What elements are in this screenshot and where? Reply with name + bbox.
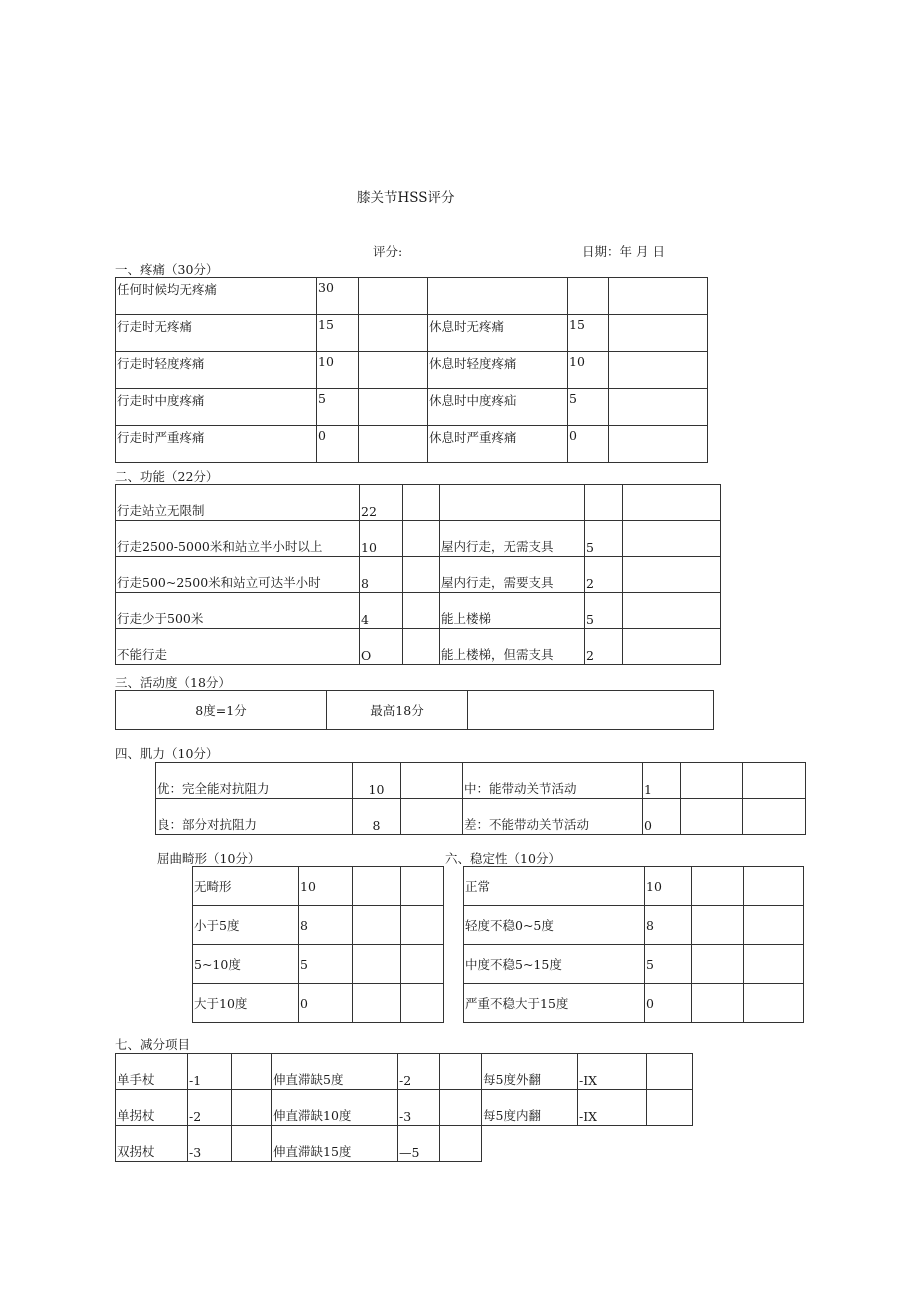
pain-cell: 5 [568,389,609,426]
pain-cell [428,278,568,315]
pain-cell [359,426,428,463]
muscle-cell [401,799,463,835]
function-cell [403,593,440,629]
pain-cell [609,389,708,426]
flexion-cell: 0 [299,984,353,1023]
deduction-cell: -2 [398,1054,440,1090]
function-cell [623,593,721,629]
function-cell: 2 [585,557,623,593]
function-cell: 10 [360,521,403,557]
rom-table [115,690,714,730]
rom-blank-cell [468,691,714,730]
pain-cell: 行走时无疼痛 [116,315,317,352]
deduction-cell: 每5度外翻 [482,1054,578,1090]
flexion-cell: 8 [299,906,353,945]
muscle-cell [681,799,743,835]
pain-cell: 任何时候均无疼痛 [116,278,317,315]
pain-cell: 行走时轻度疼痛 [116,352,317,389]
function-cell: 能上楼梯，但需支具 [440,629,585,665]
stability-cell: 正常 [464,867,645,906]
score-label: 评分: [373,244,403,259]
function-cell: 屋内行走，需要支具 [440,557,585,593]
muscle-cell: 优：完全能对抗阻力 [156,763,353,799]
rom-heading: 三、活动度（18分） [115,675,231,690]
pain-cell: 行走时严重疼痛 [116,426,317,463]
pain-heading: 一、疼痛（30分） [115,262,219,277]
pain-cell: 0 [568,426,609,463]
pain-cell: 行走时中度疼痛 [116,389,317,426]
function-cell: 行走少于500米 [116,593,360,629]
flexion-row [193,984,444,1023]
function-cell: 5 [585,593,623,629]
stability-cell: 严重不稳大于15度 [464,984,645,1023]
function-heading: 二、功能（22分） [115,469,219,484]
flexion-cell: 小于5度 [193,906,299,945]
stability-row [464,906,804,945]
deduction-cell: 单手杖 [116,1054,188,1090]
function-cell: 屋内行走，无需支具 [440,521,585,557]
deduction-cell [440,1090,482,1126]
function-cell [403,629,440,665]
deduction-row [116,1126,693,1162]
stability-row [464,984,804,1023]
function-cell: 行走500~2500米和站立可达半小时 [116,557,360,593]
pain-cell [609,315,708,352]
deduction-cell: -2 [188,1090,232,1126]
function-cell [623,485,721,521]
deduction-cell: 单拐杖 [116,1090,188,1126]
function-cell: 不能行走 [116,629,360,665]
function-row [116,593,721,629]
flexion-row [193,906,444,945]
muscle-row [156,763,806,799]
rom-rule-cell: 8度=1分 [116,691,327,730]
pain-cell: 30 [317,278,359,315]
function-row [116,629,721,665]
function-cell [403,485,440,521]
pain-cell: 5 [317,389,359,426]
deduction-cell: 伸直滞缺5度 [272,1054,398,1090]
function-cell: 5 [585,521,623,557]
stability-cell [692,906,744,945]
function-cell [623,521,721,557]
date-label: 日期：年 月 日 [582,244,665,259]
function-cell: 2 [585,629,623,665]
stability-cell: 5 [645,945,692,984]
muscle-cell: 差：不能带动关节活动 [463,799,643,835]
deduction-cell [232,1054,272,1090]
muscle-cell [401,763,463,799]
pain-cell: 10 [568,352,609,389]
deduction-cell: -3 [188,1126,232,1162]
deduction-cell: 双拐杖 [116,1126,188,1162]
deduction-cell: -1 [188,1054,232,1090]
muscle-table [155,762,806,835]
stability-cell [744,984,804,1023]
function-cell: 行走站立无限制 [116,485,360,521]
pain-cell: 15 [568,315,609,352]
function-cell [440,485,585,521]
function-row [116,485,721,521]
muscle-cell: 0 [643,799,681,835]
function-cell: 22 [360,485,403,521]
deduction-cell: -IX [578,1090,647,1126]
pain-table [115,277,708,463]
flexion-cell [401,945,444,984]
stability-cell [692,867,744,906]
function-cell [403,557,440,593]
deduction-cell: -3 [398,1090,440,1126]
function-table [115,484,721,665]
pain-row [116,352,708,389]
function-cell [623,629,721,665]
pain-cell [359,278,428,315]
pain-cell: 15 [317,315,359,352]
deduction-cell: 伸直滞缺15度 [272,1126,398,1162]
pain-cell: 休息时中度疼疝 [428,389,568,426]
muscle-cell: 8 [353,799,401,835]
pain-row [116,315,708,352]
deduction-cell: —5 [398,1126,440,1162]
deduction-heading: 七、减分项目 [115,1037,191,1052]
rom-max-cell: 最高18分 [327,691,468,730]
flexion-row [193,945,444,984]
deduction-cell [440,1126,482,1162]
flexion-cell: 5~10度 [193,945,299,984]
deduction-table [115,1053,693,1162]
pain-cell [609,278,708,315]
flexion-row [193,867,444,906]
flexion-cell [353,945,401,984]
flexion-table [192,866,444,1023]
deduction-cell [232,1090,272,1126]
flexion-cell [401,867,444,906]
function-cell: 4 [360,593,403,629]
pain-cell: 休息时无疼痛 [428,315,568,352]
muscle-row [156,799,806,835]
pain-cell [568,278,609,315]
pain-cell: 休息时轻度疼痛 [428,352,568,389]
function-row [116,521,721,557]
flexion-cell: 5 [299,945,353,984]
page-title: 膝关节HSS评分 [357,190,455,206]
stability-cell [692,984,744,1023]
flexion-cell [353,906,401,945]
flexion-cell: 10 [299,867,353,906]
flexion-cell: 大于10度 [193,984,299,1023]
pain-cell [359,352,428,389]
deduction-cell [647,1090,693,1126]
function-cell [623,557,721,593]
deduction-cell [440,1054,482,1090]
muscle-cell [743,799,806,835]
deduction-row [116,1090,693,1126]
pain-cell [359,315,428,352]
deduction-cell: 每5度内翻 [482,1090,578,1126]
deduction-row [116,1054,693,1090]
flexion-cell [353,984,401,1023]
flexion-cell [401,984,444,1023]
pain-cell [609,352,708,389]
function-cell: 行走2500-5000米和站立半小时以上 [116,521,360,557]
muscle-cell [743,763,806,799]
function-cell: O [360,629,403,665]
flexion-cell [353,867,401,906]
deduction-cell: 伸直滞缺10度 [272,1090,398,1126]
pain-cell [609,426,708,463]
stability-row [464,867,804,906]
stability-cell: 中度不稳5~15度 [464,945,645,984]
stability-cell: 轻度不稳0~5度 [464,906,645,945]
pain-row [116,426,708,463]
muscle-cell: 10 [353,763,401,799]
stability-cell [744,867,804,906]
stability-table [463,866,804,1023]
stability-cell: 10 [645,867,692,906]
function-row [116,557,721,593]
stability-cell [744,945,804,984]
deduction-cell [232,1126,272,1162]
function-cell: 能上楼梯 [440,593,585,629]
pain-row [116,278,708,315]
pain-cell: 休息时严重疼痛 [428,426,568,463]
stability-cell: 0 [645,984,692,1023]
stability-cell [744,906,804,945]
flexion-cell [401,906,444,945]
muscle-cell [681,763,743,799]
stability-row [464,945,804,984]
pain-cell: 0 [317,426,359,463]
muscle-heading: 四、肌力（10分） [115,746,219,761]
stability-cell: 8 [645,906,692,945]
function-cell: 8 [360,557,403,593]
pain-row [116,389,708,426]
stability-cell [692,945,744,984]
muscle-cell: 1 [643,763,681,799]
deduction-cell: -IX [578,1054,647,1090]
pain-cell [359,389,428,426]
stability-heading: 六、稳定性（10分） [445,851,561,866]
pain-cell: 10 [317,352,359,389]
function-cell [585,485,623,521]
muscle-cell: 中：能带动关节活动 [463,763,643,799]
flexion-cell: 无畸形 [193,867,299,906]
deduction-cell [647,1054,693,1090]
muscle-cell: 良：部分对抗阻力 [156,799,353,835]
flexion-heading: 屈曲畸形（10分） [157,851,261,866]
rom-row [116,691,714,730]
function-cell [403,521,440,557]
